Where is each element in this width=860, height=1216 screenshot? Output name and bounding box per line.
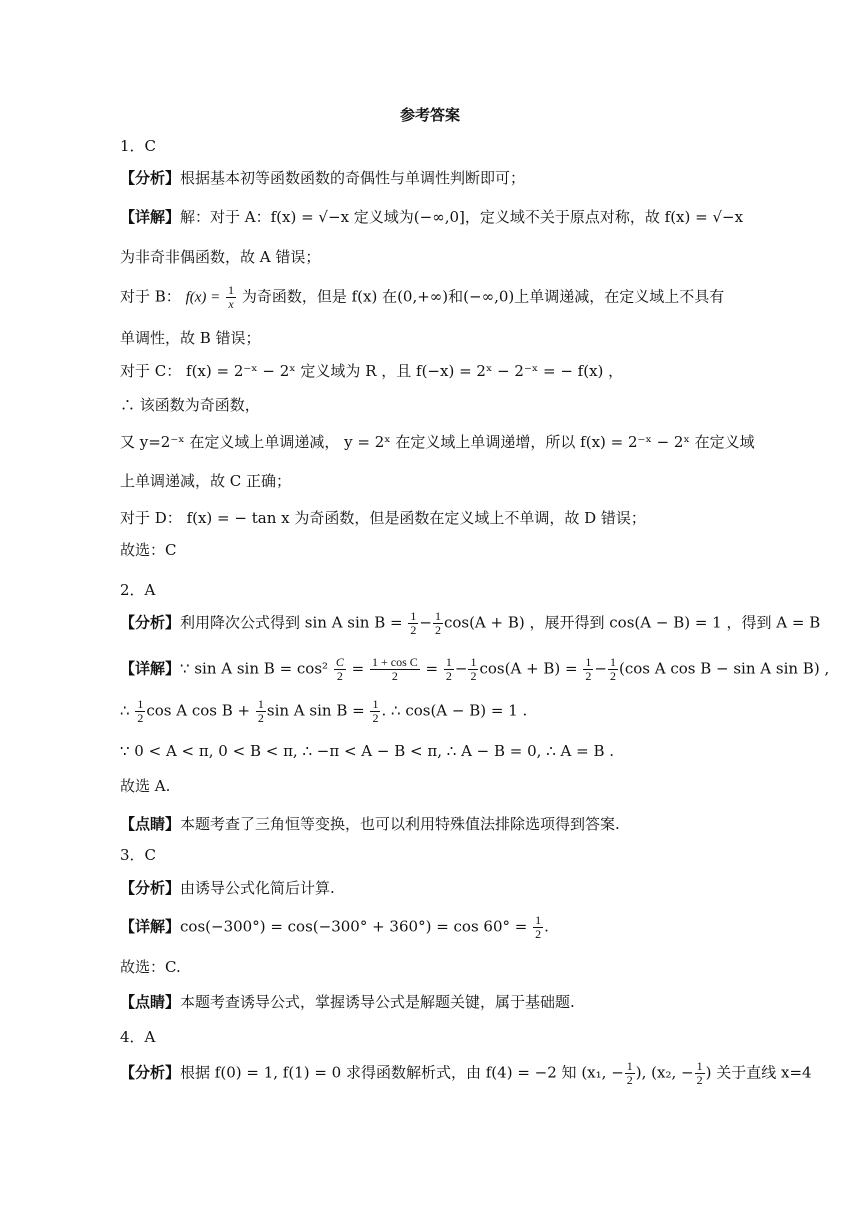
fraction-half bbox=[444, 656, 454, 683]
fraction-numerator: 1 bbox=[137, 697, 144, 711]
analysis-text: 由诱导公式化简后计算. bbox=[180, 879, 335, 897]
therefore-sign: ∴ bbox=[120, 701, 130, 720]
fraction-denominator: 2 bbox=[535, 927, 542, 941]
q1-detail-line-3 bbox=[120, 284, 730, 311]
analysis-text-a: 利用降次公式得到 sin A sin B = bbox=[180, 613, 403, 632]
fraction-half bbox=[695, 1060, 705, 1087]
q2-answer: 2．A bbox=[120, 581, 156, 599]
fraction-denominator: 2 bbox=[137, 711, 144, 725]
detail-text-e: (cos A cos B − sin A sin B) , bbox=[618, 659, 830, 678]
fraction-denominator: 2 bbox=[410, 623, 417, 637]
remark-tag: 【点睛】 bbox=[120, 815, 181, 833]
fraction-numerator: 1 bbox=[445, 655, 452, 669]
fraction-half bbox=[433, 610, 443, 637]
equals-sign: = bbox=[351, 659, 365, 678]
analysis-text: 根据基本初等函数函数的奇偶性与单调性判断即可； bbox=[180, 169, 526, 187]
detail-text: cos(−300°) = cos(−300° + 360°) = cos 60° = bbox=[180, 917, 528, 936]
fraction-denominator: 2 bbox=[470, 669, 477, 683]
fraction-numerator: 1 bbox=[257, 697, 264, 711]
q2-remark bbox=[120, 812, 730, 836]
fraction-numerator: 1 bbox=[434, 609, 441, 623]
analysis-tag: 【分析】 bbox=[120, 1063, 181, 1082]
q1-detail-line-1 bbox=[120, 205, 744, 229]
fraction-1-plus-cosc bbox=[370, 656, 420, 683]
q4-answer: 4．A bbox=[120, 1028, 156, 1046]
equals-sign: = bbox=[425, 659, 439, 678]
q3-choice: 故选：C. bbox=[120, 958, 181, 976]
q4-analysis bbox=[120, 1059, 812, 1087]
q1-detail-line-5: 对于 C： f(x) = 2⁻ˣ − 2ˣ 定义域为 R ，且 f(−x) = 2ˣ − 2⁻ˣ = − f(x) ， bbox=[120, 362, 624, 380]
analysis-text-a: 根据 f(0) = 1, f(1) = 0 求得函数解析式，由 f(4) = −2 知 bbox=[180, 1063, 577, 1082]
fraction-denominator: 2 bbox=[336, 669, 343, 683]
q1-detail-line-9: 对于 D： f(x) = − tan x 为奇函数，但是函数在定义域上不单调，故 D 错误； bbox=[120, 509, 646, 527]
q3-analysis bbox=[120, 876, 730, 900]
q1-analysis bbox=[120, 166, 730, 190]
analysis-tag: 【分析】 bbox=[120, 613, 181, 632]
q1-detail-line-4: 单调性，故 B 错误； bbox=[120, 329, 261, 347]
fraction-half bbox=[625, 1060, 635, 1087]
remark-tag: 【点睛】 bbox=[120, 993, 181, 1011]
fraction-numerator: 1 bbox=[228, 283, 235, 297]
fraction-numerator: 1 bbox=[626, 1059, 633, 1073]
option-b-text: 为奇函数，但是 f(x) 在(0,+∞)和(−∞,0)上单调递减，在定义域上不具有 bbox=[241, 287, 725, 306]
fraction-1-over-x bbox=[226, 284, 236, 311]
analysis-tag: 【分析】 bbox=[120, 169, 181, 187]
detail-text-b: cos A cos B + bbox=[146, 701, 251, 720]
detail-tag: 【详解】 bbox=[120, 659, 181, 678]
option-b-label: 对于 B： bbox=[120, 287, 181, 306]
fraction-denominator: 2 bbox=[585, 669, 592, 683]
fraction-numerator: 1 bbox=[372, 697, 379, 711]
fraction-denominator: x bbox=[228, 297, 234, 311]
q1-detail-line-8: 上单调递减，故 C 正确； bbox=[120, 472, 292, 490]
fraction-half bbox=[468, 656, 478, 683]
fraction-half bbox=[370, 698, 380, 725]
fraction-numerator: 1 + cos C bbox=[371, 655, 418, 669]
q2-detail-line-1: 【详解】∵ sin A sin B = cos² $\frac{C}{2}$ = $\frac{\text{1 + cos C}}{2}$ = $\frac{1}{2}$ − $\frac{1}{2}$ cos(A + B) = $\frac{1}{2}$ − $\frac{1}{2}$ (cos A cos B − sin A sin B) , bbox=[120, 655, 830, 683]
fraction-denominator: 2 bbox=[626, 1073, 633, 1087]
remark-text: 本题考查了三角恒等变换，也可以利用特殊值法排除选项得到答案. bbox=[180, 815, 620, 833]
detail-tag: 【详解】 bbox=[120, 917, 181, 936]
q2-analysis: 【分析】利用降次公式得到 sin A sin B = $\frac{1}{2}$ − $\frac{1}{2}$ cos(A + B) ，展开得到 cos(A − B) = 1 ，得到 A = B bbox=[120, 609, 821, 637]
fraction-numerator: 1 bbox=[535, 913, 542, 927]
fraction-denominator: 2 bbox=[391, 669, 398, 683]
fraction-denominator: 2 bbox=[609, 669, 616, 683]
fraction-denominator: 2 bbox=[372, 711, 379, 725]
fraction-numerator: 1 bbox=[609, 655, 616, 669]
q1-detail-line-6: ∴ 该函数为奇函数， bbox=[120, 396, 260, 414]
q2-detail-line-2 bbox=[120, 698, 730, 725]
fraction-half bbox=[256, 698, 266, 725]
q3-answer: 3．C bbox=[120, 846, 157, 864]
q3-detail bbox=[120, 914, 730, 941]
remark-text: 本题考查诱导公式，掌握诱导公式是解题关键，属于基础题. bbox=[180, 993, 575, 1011]
fraction-half bbox=[408, 610, 418, 637]
detail-text-c: sin A sin B = bbox=[266, 701, 365, 720]
fraction-half bbox=[608, 656, 618, 683]
formula-lhs: f(x) = bbox=[185, 289, 221, 306]
analysis-text-d: ) 关于直线 x=4 bbox=[705, 1063, 812, 1082]
analysis-text-b: cos(A + B) ，展开得到 cos(A − B) = 1 ，得到 A = B bbox=[443, 613, 821, 632]
fraction-numerator: 1 bbox=[410, 609, 417, 623]
fraction-denominator: 2 bbox=[445, 669, 452, 683]
q1-choice: 故选：C bbox=[120, 541, 177, 559]
q2-detail-line-3: ∵ 0 < A < π, 0 < B < π, ∴ −π < A − B < π, ∴ A − B = 0, ∴ A = B . bbox=[120, 742, 615, 760]
fraction-denominator: 2 bbox=[434, 623, 441, 637]
fraction-denominator: 2 bbox=[257, 711, 264, 725]
fraction-numerator: 1 bbox=[696, 1059, 703, 1073]
fraction-c-over-2 bbox=[334, 656, 346, 683]
fraction-half bbox=[583, 656, 593, 683]
q1-detail-line-2: 为非奇非偶函数，故 A 错误； bbox=[120, 248, 321, 266]
detail-text: 解：对于 A：f(x) = √−x 定义域为(−∞,0]，定义域不关于原点对称，故 f(x) = √−x bbox=[180, 208, 744, 226]
q1-answer: 1．C bbox=[120, 137, 157, 155]
q2-choice: 故选 A. bbox=[120, 777, 171, 795]
fraction-numerator: C bbox=[335, 655, 344, 669]
point-1: (x₁, − bbox=[581, 1063, 624, 1082]
fraction-half bbox=[135, 698, 145, 725]
analysis-tag: 【分析】 bbox=[120, 879, 181, 897]
detail-text-a: ∵ sin A sin B = cos² bbox=[180, 659, 329, 678]
page-title: 参考答案 bbox=[399, 106, 460, 124]
q3-remark bbox=[120, 990, 730, 1014]
fraction-denominator: 2 bbox=[696, 1073, 703, 1087]
detail-text-d: cos(A + B) = bbox=[479, 659, 578, 678]
q1-detail-line-7: 又 y=2⁻ˣ 在定义域上单调递减， y = 2ˣ 在定义域上单调递增，所以 f(x) = 2⁻ˣ − 2ˣ 在定义域 bbox=[120, 433, 755, 451]
point-2: ), (x₂, − bbox=[635, 1063, 694, 1082]
period: . bbox=[544, 917, 549, 936]
fraction-numerator: 1 bbox=[470, 655, 477, 669]
detail-text-d: . ∴ cos(A − B) = 1 . bbox=[381, 701, 528, 720]
fraction-numerator: 1 bbox=[585, 655, 592, 669]
fraction-half bbox=[533, 914, 543, 941]
detail-tag: 【详解】 bbox=[120, 208, 181, 226]
